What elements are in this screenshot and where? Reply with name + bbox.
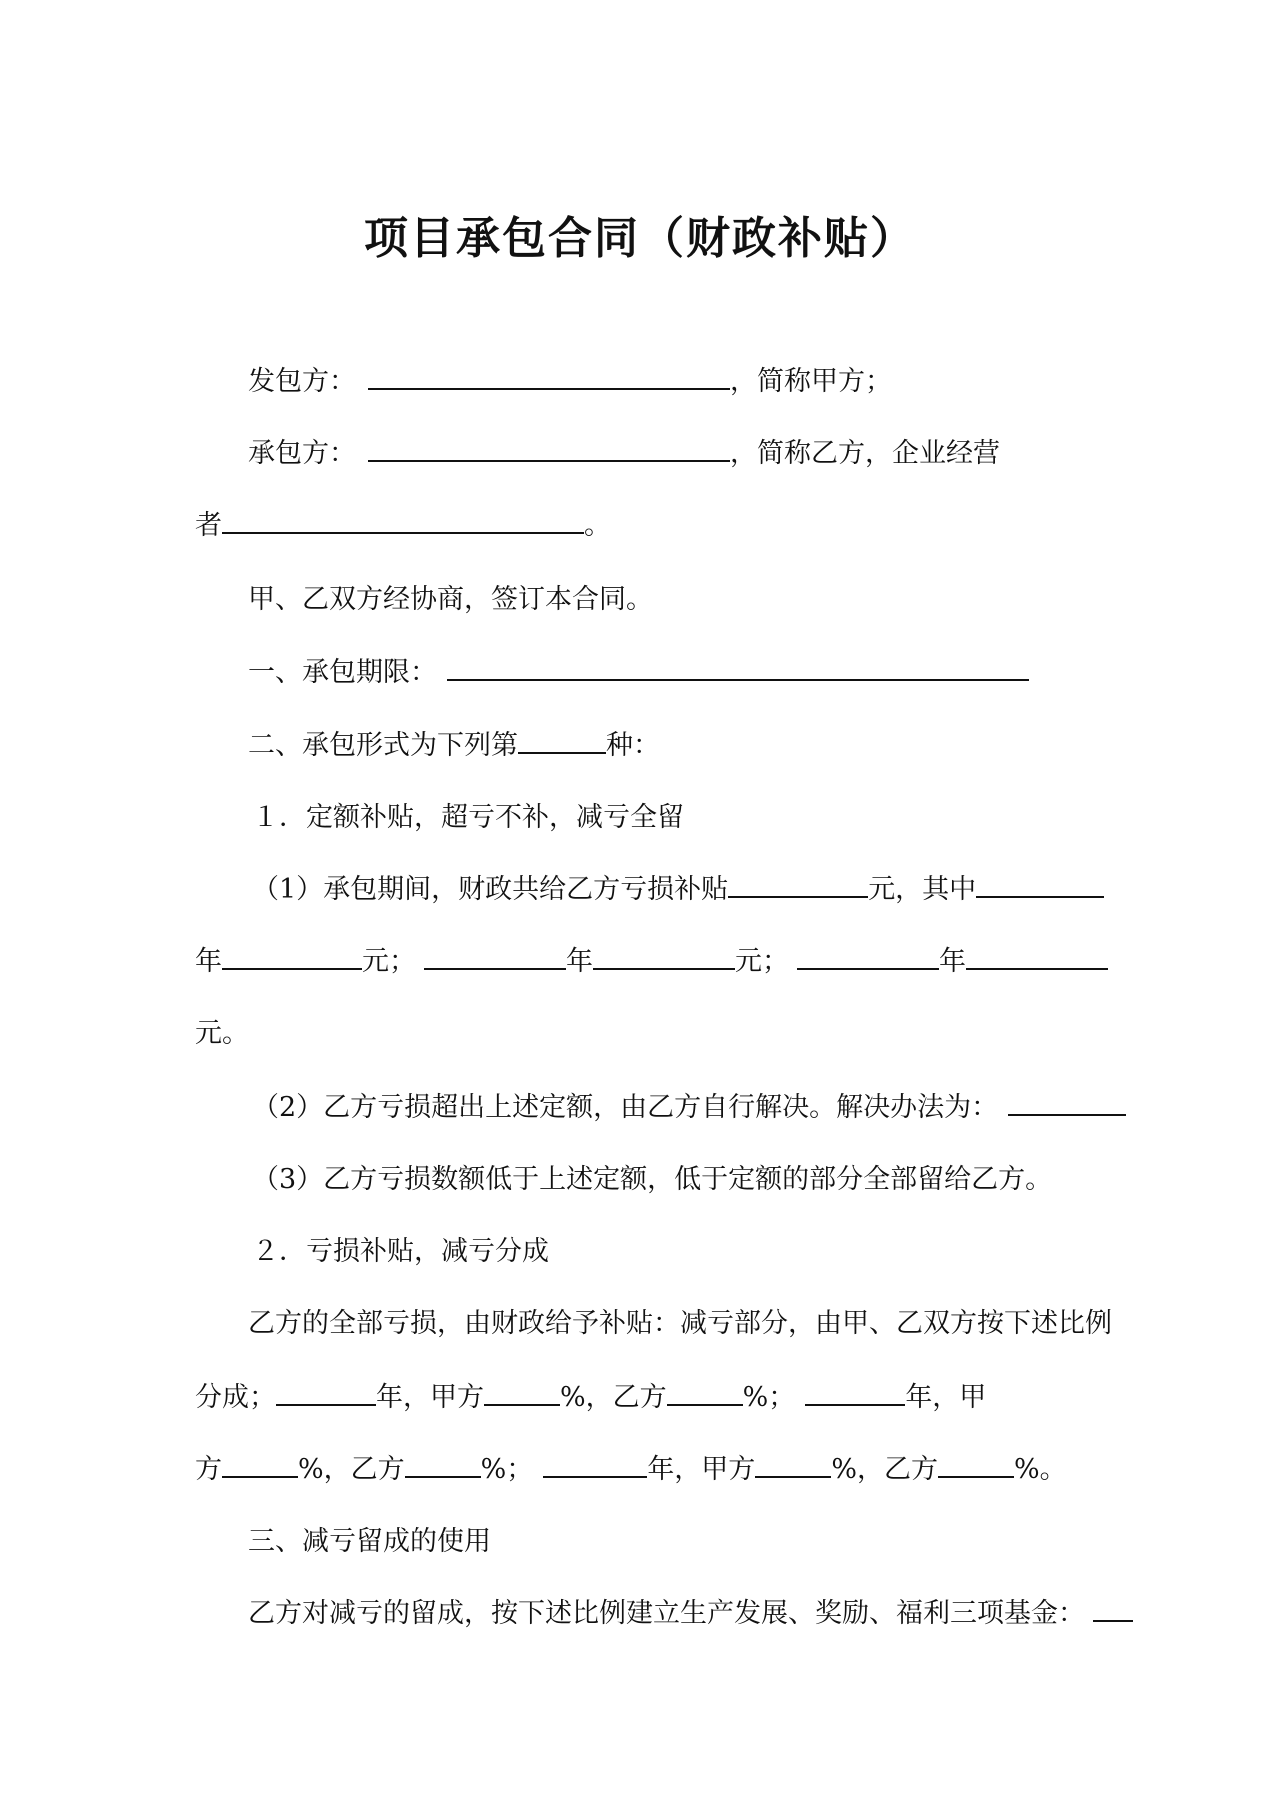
party-a-blank[interactable] — [368, 364, 730, 390]
operator-end: 。 — [584, 510, 611, 541]
party-b-line — [248, 436, 1000, 472]
clause-3-text: （3）乙方亏损数额低于上述定额，低于定额的部分全部留给乙方。 — [252, 1164, 1053, 1195]
share-b-blank-3[interactable] — [938, 1452, 1014, 1478]
operator-label: 者 — [195, 510, 222, 541]
party-b-abbrev: ，简称乙方，企业经营 — [730, 438, 1000, 469]
operator-line — [195, 508, 611, 544]
yuan-end-line — [195, 1016, 249, 1052]
yuan-label-2: 元； — [735, 946, 789, 977]
party-b-blank[interactable] — [368, 436, 730, 462]
share-year-text-2: 年，甲 — [905, 1382, 987, 1413]
term-label: 一、承包期限： — [248, 657, 437, 688]
share-party-label: 方 — [195, 1454, 222, 1485]
clause-2-text: （2）乙方亏损超出上述定额，由乙方自行解决。解决办法为： — [252, 1092, 999, 1123]
solution-blank[interactable] — [1008, 1090, 1126, 1116]
section-2-text: ２．亏损补贴，减亏分成 — [252, 1236, 549, 1267]
share-year-blank-1[interactable] — [276, 1380, 376, 1406]
term-blank[interactable] — [447, 655, 1029, 681]
share-a-blank-1[interactable] — [484, 1380, 560, 1406]
form-label: 二、承包形式为下列第 — [248, 730, 518, 761]
subsidy-year-blank-1[interactable] — [976, 872, 1104, 898]
amount-blank-1[interactable] — [222, 944, 362, 970]
share-year-text-1: 年，甲方 — [376, 1382, 484, 1413]
share-b-blank-1[interactable] — [667, 1380, 743, 1406]
year-blank-2[interactable] — [424, 944, 566, 970]
section-2-heading — [252, 1234, 549, 1270]
section-1-text: １．定额补贴，超亏不补，减亏全留 — [252, 802, 684, 833]
yuan-end-text: 元。 — [195, 1018, 249, 1049]
subsidy-total-blank[interactable] — [728, 872, 868, 898]
share-end-1: %； — [742, 1382, 796, 1413]
share-b-text-3: %，乙方 — [831, 1454, 938, 1485]
section-3-text: 三、减亏留成的使用 — [248, 1526, 491, 1557]
agreement-line — [248, 582, 653, 618]
share-a-blank-2[interactable] — [222, 1452, 298, 1478]
party-b-label: 承包方： — [248, 438, 356, 469]
year-blank-3[interactable] — [797, 944, 939, 970]
share-year-text-3: 年，甲方 — [647, 1454, 756, 1485]
yearly-amount-line — [195, 944, 1108, 980]
share-year-blank-2[interactable] — [805, 1380, 905, 1406]
fund-blank[interactable] — [1093, 1596, 1133, 1622]
section-3-body-text: 乙方对减亏的留成，按下述比例建立生产发展、奖励、福利三项基金： — [248, 1598, 1085, 1629]
share-year-blank-3[interactable] — [543, 1452, 647, 1478]
term-line — [248, 655, 1029, 691]
clause-1-line — [252, 872, 1104, 908]
clause-2-line — [252, 1090, 1126, 1126]
clause-1-text: （1）承包期间，财政共给乙方亏损补贴 — [252, 874, 729, 905]
clause-3-line — [252, 1162, 1052, 1198]
party-a-abbrev: ，简称甲方； — [730, 366, 892, 397]
clause-1-suffix: 元，其中 — [868, 874, 977, 905]
yuan-label-1: 元； — [362, 946, 416, 977]
section-1-heading — [252, 800, 684, 836]
section-3-body-line — [248, 1596, 1133, 1632]
share-end-3: %。 — [1013, 1454, 1067, 1485]
party-a-line — [248, 364, 892, 400]
year-label-2: 年 — [566, 946, 593, 977]
amount-blank-3[interactable] — [966, 944, 1108, 970]
agreement-text: 甲、乙双方经协商，签订本合同。 — [248, 584, 653, 615]
form-line — [248, 728, 660, 764]
section-2-body-line — [248, 1306, 1112, 1342]
share-end-2: %； — [480, 1454, 534, 1485]
section-2-body-text: 乙方的全部亏损，由财政给予补贴：减亏部分，由甲、乙双方按下述比例 — [248, 1308, 1112, 1339]
party-a-label: 发包方： — [248, 366, 356, 397]
page-title: 项目承包合同（财政补贴） — [364, 213, 916, 264]
share-a-blank-3[interactable] — [755, 1452, 831, 1478]
year-label-1: 年 — [195, 946, 222, 977]
operator-blank[interactable] — [222, 508, 584, 534]
share-b-text-2: %，乙方 — [298, 1454, 405, 1485]
share-line-2 — [195, 1452, 1067, 1488]
form-blank[interactable] — [518, 728, 606, 754]
share-b-text-1: %，乙方 — [560, 1382, 667, 1413]
share-line-1 — [195, 1380, 986, 1416]
form-suffix: 种： — [606, 730, 660, 761]
share-label: 分成； — [195, 1382, 276, 1413]
section-3-heading — [248, 1524, 491, 1560]
year-label-3: 年 — [939, 946, 966, 977]
amount-blank-2[interactable] — [593, 944, 735, 970]
share-b-blank-2[interactable] — [405, 1452, 481, 1478]
